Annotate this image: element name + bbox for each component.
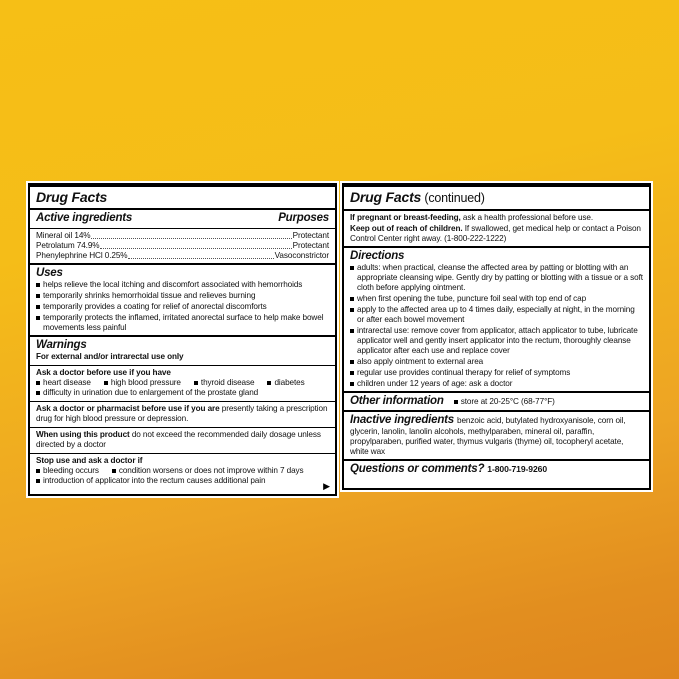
bullet-square-icon bbox=[36, 305, 40, 309]
bullet-item bbox=[350, 305, 643, 325]
divider bbox=[344, 209, 649, 211]
bullet-item bbox=[36, 476, 329, 486]
bullet-text: thyroid disease bbox=[200, 378, 255, 387]
drug-facts-panel-left bbox=[28, 183, 337, 496]
bullet-square-icon bbox=[36, 294, 40, 298]
bullet-text: when first opening the tube, puncture foil seal with top end of cap bbox=[357, 294, 587, 303]
divider bbox=[30, 401, 335, 402]
bullet-item bbox=[350, 379, 643, 389]
directions-list bbox=[350, 263, 643, 389]
pregnant-warning bbox=[350, 213, 643, 223]
bullet-square-icon bbox=[350, 360, 354, 364]
bullet-text: diabetes bbox=[274, 378, 305, 387]
bullet-item bbox=[36, 313, 329, 333]
bullet-item bbox=[36, 280, 329, 290]
active-ingredients-header bbox=[36, 212, 329, 225]
drug-facts-label bbox=[28, 183, 651, 496]
ask-doctor-lead: Ask a doctor before use if you have bbox=[36, 368, 171, 377]
ask-pharmacist-block bbox=[36, 404, 329, 424]
bullet-square-icon bbox=[104, 381, 108, 385]
ingredient-row bbox=[36, 231, 329, 241]
other-information-row bbox=[350, 395, 643, 408]
bullet-item bbox=[36, 388, 329, 398]
storage-text: store at 20-25°C (68-77°F) bbox=[460, 397, 555, 406]
divider bbox=[30, 453, 335, 454]
ask-pharmacist-lead: Ask a doctor or pharmacist before use if you are bbox=[36, 404, 220, 413]
active-ingredients-heading: Active ingredients bbox=[36, 212, 133, 224]
bullet-text: difficulty in urination due to enlargement of the prostate gland bbox=[43, 388, 259, 397]
dot-leader bbox=[128, 258, 273, 259]
bullet-item bbox=[194, 378, 255, 388]
bullet-text: bleeding occurs bbox=[43, 466, 99, 475]
bullet-text: adults: when practical, cleanse the affected area by patting or blotting with an appropriate cleansing wipe. Gently dry by patting or blotting with a tissue or a soft cloth before applying ointment. bbox=[357, 263, 643, 292]
bullet-text: children under 12 years of age: ask a doctor bbox=[357, 379, 513, 388]
bullet-item bbox=[350, 294, 643, 304]
ask-doctor-inline-bullets bbox=[36, 378, 329, 388]
keep-out-lead: Keep out of reach of children. bbox=[350, 224, 463, 233]
bullet-text: regular use provides continual therapy for relief of symptoms bbox=[357, 368, 571, 377]
active-ingredients-list bbox=[36, 231, 329, 261]
bullet-item bbox=[36, 302, 329, 312]
when-using-lead: When using this product bbox=[36, 430, 130, 439]
bullet-item bbox=[350, 263, 643, 293]
bullet-square-icon bbox=[36, 316, 40, 320]
ask-doctor-block bbox=[36, 368, 329, 398]
bullet-item bbox=[350, 357, 643, 367]
ingredient-row bbox=[36, 241, 329, 251]
ask-pharmacist-text: presently taking a prescription drug for high blood pressure or depression. bbox=[36, 404, 328, 423]
bullet-square-icon bbox=[350, 329, 354, 333]
pregnant-text: ask a health professional before use. bbox=[460, 213, 594, 222]
inactive-ingredients-block bbox=[350, 414, 643, 457]
bullet-text: temporarily provides a coating for relief of anorectal discomforts bbox=[43, 302, 267, 311]
inactive-ingredients-text: benzoic acid, butylated hydroxyanisole, corn oil, glycerin, lanolin, lanolin alcohols, methylparaben, mineral oil, paraffin, propylparaben, purified water, thymus vulgaris (thyme) oil, tocopheryl acetate, white wax bbox=[350, 416, 626, 456]
bullet-text: intrarectal use: remove cover from applicator, attach applicator to tube, lubricate applicator well and gently insert applicator into the rectum, thoroughly cleanse applicator after each use and replace cover bbox=[357, 326, 638, 355]
bullet-square-icon bbox=[350, 266, 354, 270]
divider bbox=[30, 335, 335, 337]
bullet-square-icon bbox=[36, 391, 40, 395]
bullet-text: condition worsens or does not improve within 7 days bbox=[118, 466, 304, 475]
warnings-subheading: For external and/or intrarectal use only bbox=[36, 352, 184, 361]
bullet-item bbox=[104, 378, 181, 388]
ingredient-name: Petrolatum 74.9% bbox=[36, 241, 100, 250]
divider bbox=[344, 391, 649, 393]
bullet-item bbox=[454, 397, 555, 407]
bullet-square-icon bbox=[36, 381, 40, 385]
bullet-square-icon bbox=[350, 308, 354, 312]
bullet-item bbox=[36, 378, 91, 388]
panel-title-continued: (continued) bbox=[421, 191, 485, 205]
bullet-text: high blood pressure bbox=[110, 378, 181, 387]
bullet-square-icon bbox=[454, 400, 458, 404]
bullet-square-icon bbox=[350, 371, 354, 375]
ingredient-purpose: Protectant bbox=[292, 241, 329, 250]
bullet-text: apply to the affected area up to 4 times daily, especially at night, in the morning or after each bowel movement bbox=[357, 305, 635, 324]
bullet-item bbox=[36, 291, 329, 301]
bullet-square-icon bbox=[36, 479, 40, 483]
panel-title: Drug Facts bbox=[36, 189, 108, 205]
bullet-item bbox=[36, 466, 99, 476]
ingredient-row bbox=[36, 251, 329, 261]
questions-phone: 1-800-719-9260 bbox=[487, 464, 548, 474]
ingredient-name: Mineral oil 14% bbox=[36, 231, 91, 240]
when-using-text: do not exceed the recommended daily dosage unless directed by a doctor bbox=[36, 430, 321, 449]
bullet-square-icon bbox=[267, 381, 271, 385]
uses-heading: Uses bbox=[36, 267, 63, 279]
bullet-text: introduction of applicator into the rectum causes additional pain bbox=[43, 476, 266, 485]
questions-row bbox=[350, 463, 643, 476]
divider bbox=[30, 228, 335, 229]
purposes-heading: Purposes bbox=[278, 212, 329, 224]
bullet-item bbox=[350, 326, 643, 356]
when-using-block bbox=[36, 430, 329, 450]
bullet-text: also apply ointment to external area bbox=[357, 357, 484, 366]
dot-leader bbox=[100, 248, 291, 249]
stop-use-inline-bullets bbox=[36, 466, 329, 476]
divider bbox=[30, 208, 335, 210]
inactive-ingredients-heading: Inactive ingredients bbox=[350, 414, 455, 426]
bullet-square-icon bbox=[350, 297, 354, 301]
ingredient-purpose: Vasoconstrictor bbox=[274, 251, 329, 260]
pregnant-lead: If pregnant or breast-feeding, bbox=[350, 213, 461, 222]
bullet-square-icon bbox=[36, 469, 40, 473]
ingredient-purpose: Protectant bbox=[292, 231, 329, 240]
panel-title-main: Drug Facts bbox=[350, 189, 422, 205]
stop-use-lead: Stop use and ask a doctor if bbox=[36, 456, 143, 465]
questions-heading: Questions or comments? bbox=[350, 463, 485, 475]
bullet-square-icon bbox=[350, 382, 354, 386]
stop-use-block bbox=[36, 456, 329, 486]
bullet-text: temporarily shrinks hemorrhoidal tissue and relieves burning bbox=[43, 291, 256, 300]
divider bbox=[344, 459, 649, 461]
divider bbox=[30, 427, 335, 428]
bullet-item bbox=[350, 368, 643, 378]
bullet-text: heart disease bbox=[43, 378, 91, 387]
bullet-text: temporarily protects the inflamed, irritated anorectal surface to help make bowel movements less painful bbox=[43, 313, 324, 332]
divider bbox=[344, 246, 649, 248]
keep-out-warning bbox=[350, 224, 643, 244]
directions-heading: Directions bbox=[350, 250, 405, 262]
continued-arrow-icon: ▶ bbox=[323, 481, 330, 491]
drug-facts-panel-right bbox=[342, 183, 651, 490]
bullet-item bbox=[112, 466, 304, 476]
ingredient-name: Phenylephrine HCl 0.25% bbox=[36, 251, 128, 260]
dot-leader bbox=[91, 238, 291, 239]
uses-list bbox=[36, 280, 329, 333]
divider bbox=[344, 410, 649, 412]
bullet-square-icon bbox=[36, 283, 40, 287]
bullet-square-icon bbox=[194, 381, 198, 385]
keep-out-text: If swallowed, get medical help or contact a Poison Control Center right away. (1-800-222-1222) bbox=[350, 224, 641, 243]
bullet-square-icon bbox=[112, 469, 116, 473]
other-information-heading: Other information bbox=[350, 395, 444, 407]
bullet-item bbox=[267, 378, 304, 388]
divider bbox=[30, 365, 335, 366]
warnings-heading: Warnings bbox=[36, 339, 87, 351]
divider bbox=[30, 263, 335, 265]
panel-title bbox=[350, 189, 643, 207]
bullet-text: helps relieve the local itching and discomfort associated with hemorrhoids bbox=[43, 280, 303, 289]
